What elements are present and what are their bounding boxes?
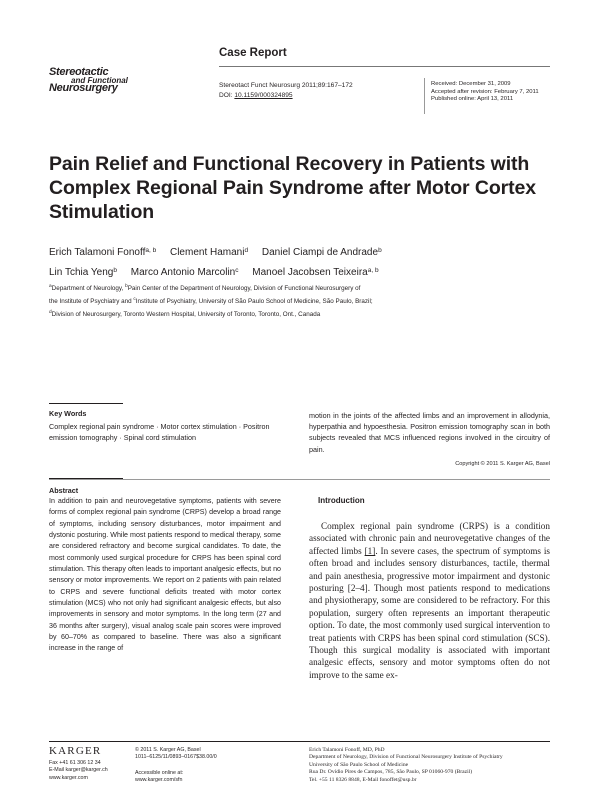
affiliation-line: $^a$Department of Neurology, $^b$Pain Center of the Department of Neurology, Division of Functional Neurosurgery of [49, 284, 361, 293]
author: Erich Talamoni Fonoff$^{a, b}$ [49, 247, 157, 258]
author: Manoel Jacobsen Teixeira$^{a, b}$ [252, 267, 379, 278]
access-url[interactable]: www.karger.com/sfn [135, 777, 183, 784]
abstract-heading: Abstract [49, 486, 79, 495]
publisher-logo: KARGER [49, 745, 102, 757]
abstract-continuation: motion in the joints of the affected limbs and an improvement in allodynia, hyperpathia and hypoesthesia. Positron emission tomography scan in both subjects revealed that MCS influenced regions involved in the circuitry of pain. [309, 411, 550, 454]
reference-link[interactable]: [1] [364, 545, 376, 556]
logo-line-2: and Functional [71, 76, 128, 85]
affiliation-line: $^d$Division of Neurosurgery, Toronto Western Hospital, University of Toronto, Toronto, Ont., Canada [49, 309, 321, 318]
keywords-text: Complex regional pain syndrome · Motor cortex stimulation · Positron emission tomography · Spinal cord stimulation [49, 422, 270, 443]
abstract-text: In addition to pain and neurovegetative symptoms, patients with severe forms of complex regional pain syndrome (CRPS) develop a broad range of symptoms, including sensory disturbances, motor impairment and dystonic posturing. While most patients respond to medical therapy, some are considered refractory and become surgical candidates. To date, the most commonly used surgical procedure for CRPS has been spinal cord stimulation. This therapy often leads to important analgesic effects, but no sensory or motor improvements. We report on 2 patients with pain related to CRPS and severe functional deficits treated with motor cortex stimulation (MCS) who not only had significant analgesic effects, but also improvements in sensory and motor symptoms. In the long term (27 and 36 months after surgery), visual analog scale pain scores were improved by 60–70% as compared to baseline. There was also a significant increase in the range of [49, 497, 281, 653]
article-title: Pain Relief and Functional Recovery in Patients with Complex Regional Pain Syndrome after Motor Cortex Stimulation [49, 153, 537, 223]
introduction-text: Complex regional pain syndrome (CRPS) is a condition associated with chronic pain and neurovegetative changes of the affected limbs [1]. In severe cases, the spectrum of symptoms is often broad and includes sensory disturbances, tactile, thermal and pain anesthesia, progressive motor impairment and dystonic posturing [2–4]. Though most patients respond to medications and physiotherapy, some are considered to be refractory. For this population, surgery often represents an important therapeutic option. To date, the most commonly used surgical intervention to treat patients with CRPS has been spinal cord stimulation (SCS). Though this surgical modality is associated with important analgesic effects, sensory and motor symptoms often do not improve to the same ex- [309, 521, 550, 680]
footer-access: Accessible online at: www.karger.com/sfn [135, 770, 285, 785]
author: Lin Tchia Yeng$^b$ [49, 267, 117, 278]
correspondence-email[interactable]: Tel. +55 11 8326 8848, E-Mail fonoffet@usp.br [309, 776, 417, 783]
article-dates [431, 81, 561, 104]
section-label: Case Report [219, 47, 287, 59]
correspondence-address: Erich Talamoni Fonoff, MD, PhD Department of Neurology, Division of Functional Neurosurgery Institute of Psychiatry University of São Paulo School of Medicine Rua Dr. Ovídio Pires de Campos, 785, São Paulo, SP 01060-970 (Brazil) Tel. +55 11 8326 8848, E-Mail fonoffet@usp.br [309, 747, 554, 784]
header-rule [219, 66, 550, 67]
keywords-heading: Key Words [49, 409, 87, 418]
author: Daniel Ciampi de Andrade$^b$ [261, 247, 382, 258]
footer-copyright: © 2011 S. Karger AG, Basel 1011–6125/11/0893–0167$38.00/0 [135, 747, 217, 761]
journal-citation-block [219, 81, 419, 101]
doi-line: DOI: 10.1159/000324895 [219, 92, 293, 99]
footer-rule [49, 741, 550, 742]
accepted-date: Accepted after revision: February 7, 2011 [431, 88, 539, 95]
keywords-rule [49, 403, 123, 404]
header-divider [424, 78, 425, 114]
logo-line-3: Neurosurgery [49, 82, 118, 94]
author-list [49, 242, 549, 282]
author: Marco Antonio Marcolin$^c$ [130, 267, 239, 278]
section-separator [49, 479, 550, 480]
introduction-heading: Introduction [318, 496, 365, 505]
publisher-website[interactable]: www.karger.com [49, 774, 88, 781]
journal-logo [49, 68, 149, 93]
abstract-rule [49, 478, 123, 479]
published-date: Published online: April 13, 2011 [431, 96, 514, 102]
logo-line-1: Stereotactic [49, 66, 109, 78]
received-date: Received: December 31, 2009 [431, 81, 511, 87]
copyright-notice: Copyright © 2011 S. Karger AG, Basel [455, 461, 550, 467]
publisher-contact: Fax +41 61 306 12 34 E-Mail karger@karger.ch www.karger.com [49, 760, 129, 782]
affiliations [49, 282, 549, 321]
citation: Stereotact Funct Neurosurg 2011;89:167–172 [219, 82, 353, 89]
author: Clement Hamani$^d$ [169, 247, 249, 258]
publisher-email[interactable]: E-Mail karger@karger.ch [49, 767, 108, 774]
doi-link[interactable]: 10.1159/000324895 [234, 92, 293, 99]
affiliation-line: the Institute of Psychiatry and $^c$Institute of Psychiatry, University of São Paulo School of Medicine, São Paulo, Brazil; [49, 296, 373, 305]
